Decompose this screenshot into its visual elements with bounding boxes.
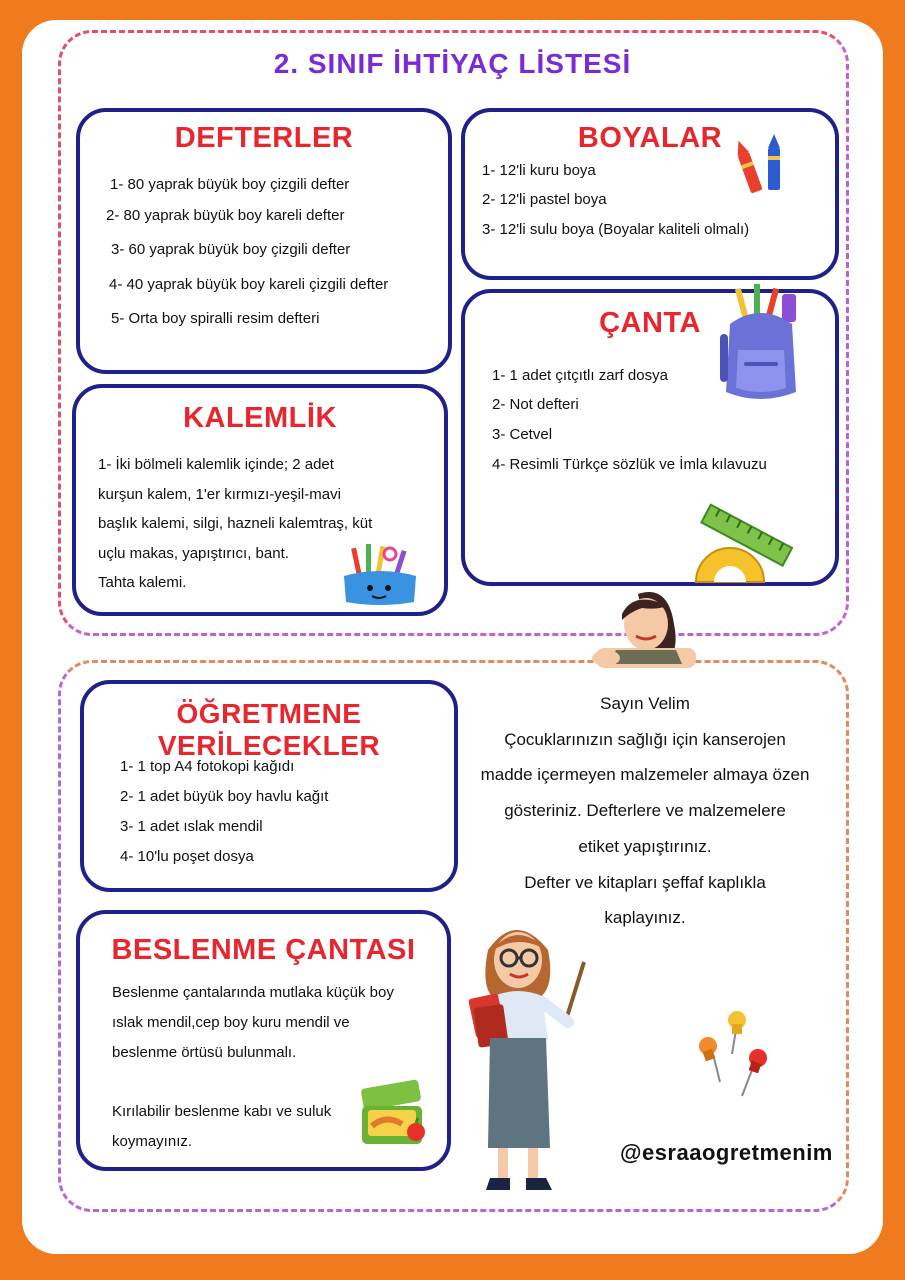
note-line: Çocuklarınızın sağlığı için kanserojen [504, 729, 786, 749]
note-line: kaplayınız. [604, 908, 686, 928]
note-line: Defter ve kitapları şeffaf kaplıkla [524, 872, 766, 892]
pencil-case-icon [336, 542, 422, 608]
teacher-illustration [466, 910, 596, 1200]
note-line: gösteriniz. Defterlere ve malzemelere [504, 801, 786, 821]
push-pins-icon [692, 1008, 774, 1100]
backpack-icon [710, 284, 810, 406]
list-item: 1- 80 yaprak büyük boy çizgili defter [110, 176, 350, 193]
author-handle: @esraaogretmenim [620, 1140, 833, 1165]
paragraph-line: koymayınız. [112, 1133, 193, 1150]
note-line: etiket yapıştırınız. [578, 836, 712, 856]
list-item: 4- 10'lu poşet dosya [120, 848, 254, 865]
list-item: 3- Cetvel [492, 426, 553, 443]
list-item: 3- 1 adet ıslak mendil [120, 818, 263, 835]
canta-heading: ÇANTA [599, 307, 701, 339]
paragraph-line: beslenme örtüsü bulunmalı. [112, 1044, 297, 1061]
list-item: 2- 1 adet büyük boy havlu kağıt [120, 788, 329, 805]
list-item: 1- 12'li kuru boya [482, 162, 596, 179]
parent-note [460, 686, 830, 936]
boyalar-heading: BOYALAR [577, 122, 723, 154]
paragraph-line: başlık kalemi, silgi, hazneli kalemtraş, küt [98, 515, 373, 532]
list-item: 2- 12'li pastel boya [482, 191, 607, 208]
paragraph-line: Kırılabilir beslenme kabı ve suluk [112, 1103, 332, 1120]
teacher-peeking-illustration [556, 584, 706, 684]
list-item: 4- 40 yaprak büyük boy kareli çizgili defter [109, 276, 389, 293]
ogretmene-heading: ÖĞRETMENE VERİLECEKLER [157, 698, 381, 761]
list-item: 3- 12'li sulu boya (Boyalar kaliteli olmalı) [482, 221, 750, 238]
list-item: 5- Orta boy spiralli resim defteri [111, 310, 320, 327]
paragraph-line: Beslenme çantalarında mutlaka küçük boy [112, 984, 394, 1001]
paragraph-line: Tahta kalemi. [98, 574, 187, 591]
ruler-icon [694, 506, 794, 584]
paragraph-line: uçlu makas, yapıştırıcı, bant. [98, 545, 289, 562]
list-item: 2- 80 yaprak büyük boy kareli defter [106, 207, 345, 224]
paragraph-line: ıslak mendil,cep boy kuru mendil ve [112, 1014, 350, 1031]
paragraph-line: kurşun kalem, 1'er kırmızı-yeşil-mavi [98, 486, 341, 503]
defterler-card [76, 108, 452, 374]
beslenme-heading: BESLENME ÇANTASI [111, 934, 416, 966]
note-line: madde içermeyen malzemeler almaya özen [480, 765, 810, 785]
kalemlik-heading: KALEMLİK [183, 402, 337, 434]
ogretmene-card [80, 680, 458, 892]
defterler-heading: DEFTERLER [174, 122, 354, 154]
list-item: 3- 60 yaprak büyük boy çizgili defter [111, 241, 351, 258]
lunchbox-icon [356, 1076, 432, 1148]
crayons-icon [740, 132, 790, 200]
list-item: 2- Not defteri [492, 396, 579, 413]
list-item: 1- 1 top A4 fotokopi kağıdı [120, 758, 295, 775]
paragraph-line: 1- İki bölmeli kalemlik içinde; 2 adet [98, 456, 334, 473]
list-item: 4- Resimli Türkçe sözlük ve İmla kılavuzu [492, 456, 767, 473]
page-title: 2. SINIF İHTİYAÇ LİSTESİ [273, 48, 632, 79]
note-line: Sayın Velim [600, 694, 690, 713]
list-item: 1- 1 adet çıtçıtlı zarf dosya [492, 367, 668, 384]
